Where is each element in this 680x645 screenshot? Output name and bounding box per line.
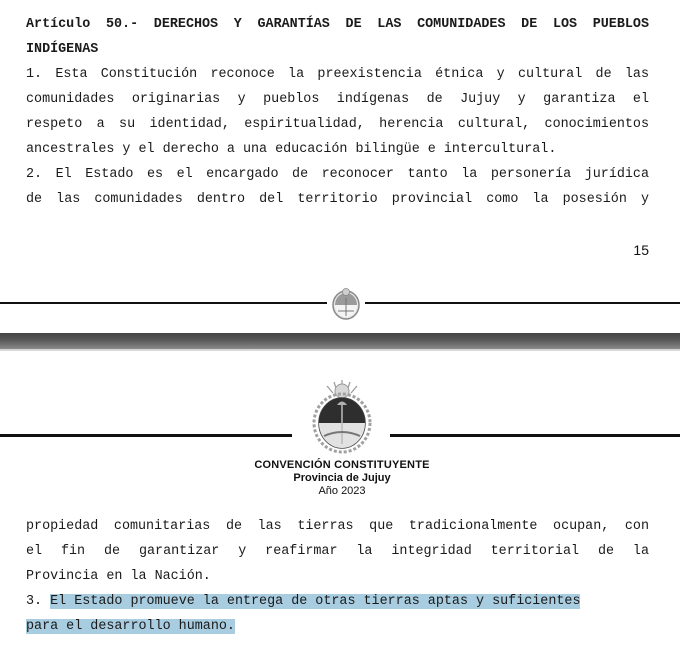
article-title-continued: INDÍGENAS (26, 42, 99, 57)
paragraph-line: comunidades originarias y pueblos indígenas de Jujuy y garantiza el (26, 92, 649, 107)
header-rule-right (390, 434, 680, 437)
paragraph-line: propiedad comunitarias de las tierras que tradicionalmente ocupan, con (26, 519, 649, 534)
coat-of-arms-small-icon (330, 284, 362, 322)
header-year: Año 2023 (318, 485, 366, 497)
page-gap (0, 333, 680, 349)
article-title: Artículo 50.- DERECHOS Y GARANTÍAS DE LAS COMUNIDADES DE LOS PUEBLOS (26, 17, 649, 32)
item-3-line (26, 589, 649, 614)
header-province: Provincia de Jujuy (293, 472, 391, 484)
paragraph-line: 2. El Estado es el encargado de reconocer tanto la personería jurídica (26, 167, 649, 182)
paragraph-line: respeto a su identidad, espiritualidad, herencia cultural, conocimientos (26, 117, 649, 132)
footer-rule-right (365, 302, 680, 304)
paragraph-line: de las comunidades dentro del territorio provincial como la posesión y (26, 192, 649, 207)
item-3-number: 3. (26, 594, 43, 609)
item-3-line-continued (26, 614, 649, 639)
header-convention: CONVENCIÓN CONSTITUYENTE (254, 459, 430, 471)
paragraph-line: el fin de garantizar y reafirmar la integridad territorial de la (26, 544, 649, 559)
coat-of-arms-icon (310, 378, 374, 456)
highlighted-text[interactable]: El Estado promueve la entrega de otras tierras aptas y suficientes (50, 594, 581, 609)
highlighted-text[interactable]: para el desarrollo humano. (26, 619, 235, 634)
header-rule-left (0, 434, 292, 437)
page-gap-shadow (0, 349, 680, 351)
paragraph-line: 1. Esta Constitución reconoce la preexistencia étnica y cultural de las (26, 67, 649, 82)
paragraph-line: ancestrales y el derecho a una educación bilingüe e intercultural. (26, 142, 557, 157)
page-number: 15 (633, 242, 649, 258)
footer-rule-left (0, 302, 327, 304)
paragraph-line: Provincia en la Nación. (26, 569, 211, 584)
